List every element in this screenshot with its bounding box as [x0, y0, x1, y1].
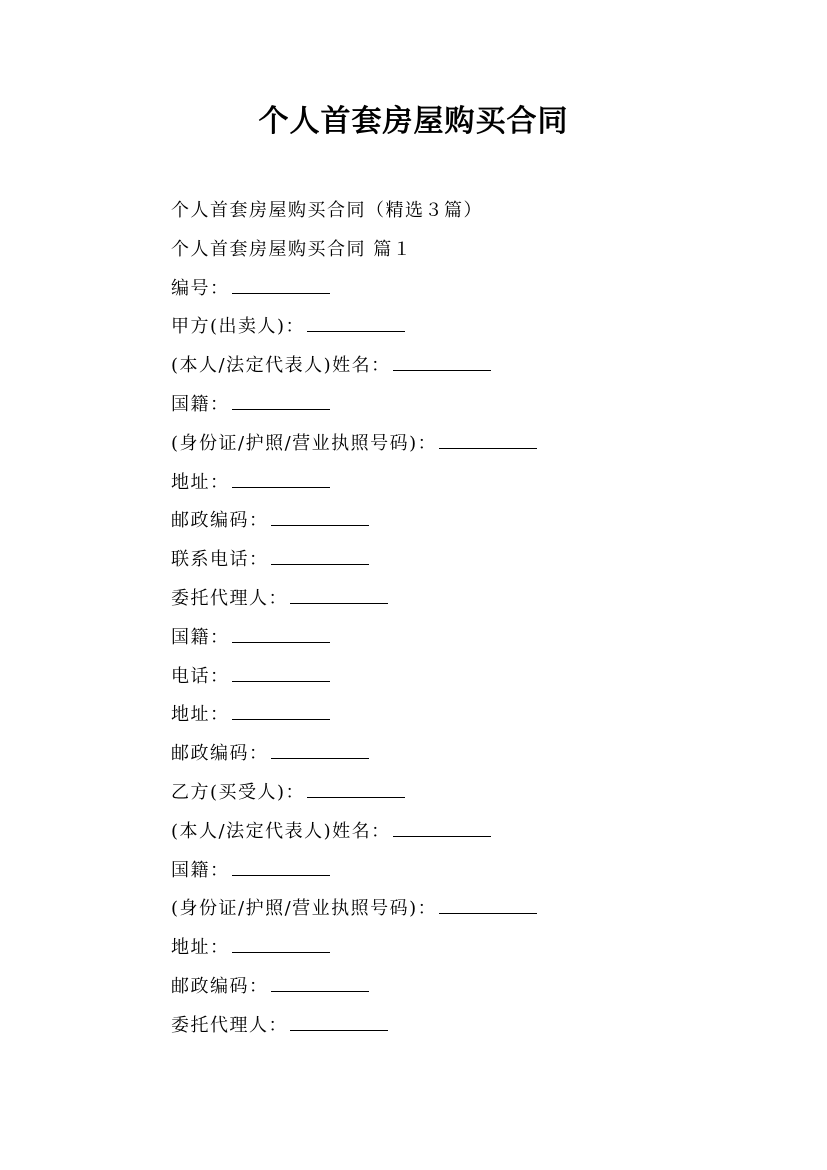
fill-in-blank: [232, 661, 330, 682]
fill-in-blank: [307, 777, 405, 798]
line-label: (本人/法定代表人)姓名：: [171, 355, 391, 377]
fill-in-blank: [439, 893, 537, 914]
fill-in-blank: [307, 311, 405, 332]
form-field-line: [171, 464, 771, 503]
form-field-line: [171, 1007, 771, 1046]
text-line: [171, 231, 771, 270]
fill-in-blank: [271, 505, 369, 526]
fill-in-blank: [232, 467, 330, 488]
line-label: 国籍：: [171, 626, 230, 648]
form-field-line: [171, 852, 771, 891]
line-label: 地址：: [171, 937, 230, 959]
form-field-line: [171, 580, 771, 619]
fill-in-blank: [393, 816, 491, 837]
form-field-line: [171, 929, 771, 968]
text-line: [171, 192, 771, 231]
form-field-line: [171, 502, 771, 541]
line-label: 邮政编码：: [171, 975, 269, 997]
fill-in-blank: [393, 350, 491, 371]
form-field-line: [171, 386, 771, 425]
form-field-line: [171, 890, 771, 929]
fill-in-blank: [439, 428, 537, 449]
line-label: 国籍：: [171, 393, 230, 415]
line-label: 联系电话：: [171, 549, 269, 571]
line-label: 委托代理人：: [171, 587, 288, 609]
fill-in-blank: [271, 738, 369, 759]
line-label: (身份证/护照/营业执照号码)：: [171, 432, 438, 454]
line-label: 个人首套房屋购买合同（精选３篇）: [171, 200, 483, 221]
line-label: 地址：: [171, 704, 230, 726]
line-label: (本人/法定代表人)姓名：: [171, 820, 391, 842]
line-label: (身份证/护照/营业执照号码)：: [171, 898, 438, 920]
fill-in-blank: [232, 932, 330, 953]
fill-in-blank: [290, 583, 388, 604]
form-field-line: [171, 541, 771, 580]
form-field-line: [171, 813, 771, 852]
line-label: 乙方(买受人)：: [171, 781, 306, 803]
form-field-line: [171, 735, 771, 774]
form-field-line: [171, 308, 771, 347]
fill-in-blank: [271, 971, 369, 992]
fill-in-blank: [232, 273, 330, 294]
form-field-line: [171, 270, 771, 309]
form-field-line: [171, 696, 771, 735]
line-label: 个人首套房屋购买合同 篇１: [171, 238, 413, 260]
fill-in-blank: [232, 389, 330, 410]
line-label: 国籍：: [171, 859, 230, 881]
fill-in-blank: [232, 622, 330, 643]
fill-in-blank: [271, 544, 369, 565]
form-field-line: [171, 658, 771, 697]
document-body: [171, 192, 771, 1046]
line-label: 邮政编码：: [171, 510, 269, 532]
document-title: 个人首套房屋购买合同: [258, 104, 569, 139]
fill-in-blank: [232, 699, 330, 720]
form-field-line: [171, 347, 771, 386]
form-field-line: [171, 774, 771, 813]
form-field-line: [171, 968, 771, 1007]
line-label: 电话：: [171, 665, 230, 687]
line-label: 甲方(出卖人)：: [171, 316, 306, 338]
line-label: 邮政编码：: [171, 743, 269, 765]
form-field-line: [171, 619, 771, 658]
line-label: 委托代理人：: [171, 1014, 288, 1036]
fill-in-blank: [290, 1010, 388, 1031]
fill-in-blank: [232, 855, 330, 876]
line-label: 编号：: [171, 277, 230, 299]
form-field-line: [171, 425, 771, 464]
line-label: 地址：: [171, 471, 230, 493]
